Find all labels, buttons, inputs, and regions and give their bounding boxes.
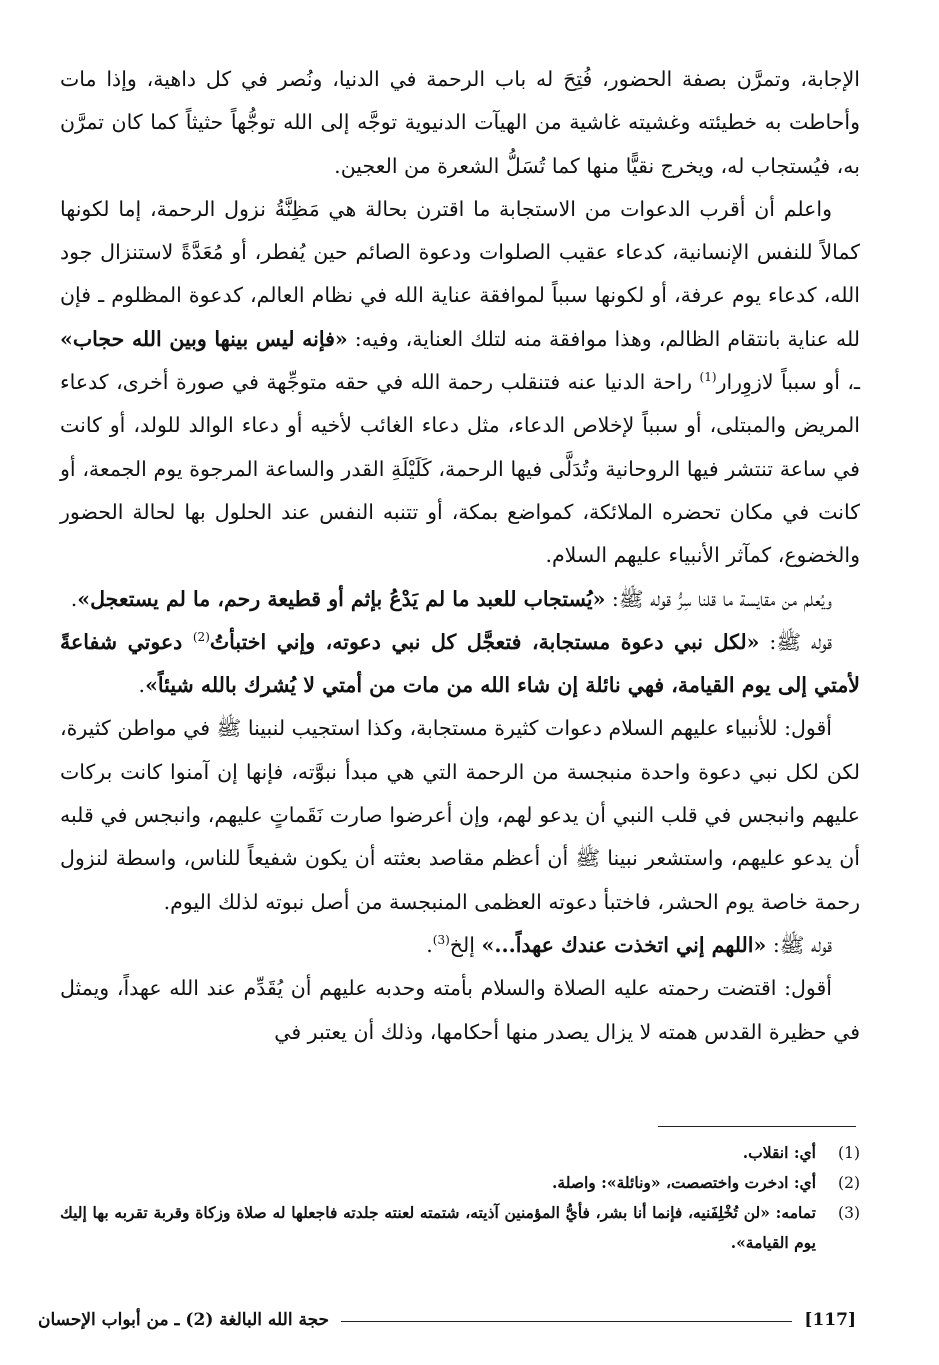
paragraph-3: ويُعلم من مقايسة ما قلنا سِرُّ قوله ﷺ: «يُستجاب للعبد ما لم يَدْعُ بإثم أو قطيعة رحم، ما لم يستعجل».	[70, 586, 832, 611]
footnote-number: (3)	[838, 1204, 860, 1222]
footnote-3	[60, 1198, 860, 1258]
hadith-quote: «اللهم إني اتخذت عندك عهداً...»	[481, 932, 767, 957]
hadith-quote: «فإنه ليس بينها وبين الله حجاب»	[60, 326, 348, 351]
footnote-number: (1)	[838, 1144, 860, 1162]
main-text	[60, 58, 860, 1054]
footnote-ref-2: (2)	[192, 630, 210, 645]
paragraph-2: واعلم أن أقرب الدعوات من الاستجابة ما اقترن بحالة هي مَظِنَّةُ نزول الرحمة، إما لكونها كمالاً للنفس الإنسانية، كدعاء عقيب الصلوات ودعوة الصائم حين يُفطر، أو مُعَدَّةً لاستنزال جود الله، كدعاء يوم عرفة، أو لكونها سبباً لموافقة عناية الله في نظام العالم، كدعوة المظلوم ـ فإن لله عناية بانتقام الظالم، وهذا موافقة منه لتلك العناية، وفيه: «فإنه ليس بينها وبين الله حجاب» ـ، أو سبباً لازوِرار$^{(1)}$ راحة الدنيا عنه فتنقلب رحمة الله في حقه متوجِّهة في صورة أخرى، كدعاء المريض والمبتلى، أو سبباً لإخلاص الدعاء، مثل دعاء الغائب لأخيه أو دعاء الوالد للولد، أو كانت في ساعة تنتشر فيها الروحانية وتُدَلَّى فيها الرحمة، كَلَيْلَةِ القدر والساعة المرجوة يوم الجمعة، أو كانت في مكان تحضره الملائكة، كمواضع بمكة، أو تتنبه النفس عند الحلول بها لحالة الحضور والخضوع، كمآثر الأنبياء عليهم السلام.	[60, 196, 860, 568]
footnote-text: تمامه: «لن تُخْلِفَنيه، فإنما أنا بشر، فأيُّ المؤمنين آذيته، شتمته لعنته جلدته فاجعلها له صلاة وزكاة وقربة تقربه بها إليك يوم القيامة».	[60, 1203, 816, 1252]
paragraph-6: قوله ﷺ: «اللهم إني اتخذت عندك عهداً...» إلخ$^{(3)}$.	[426, 932, 832, 957]
footnote-2	[60, 1168, 860, 1198]
paragraph-4: قوله ﷺ: «لكل نبي دعوة مستجابة، فتعجَّل كل نبي دعوته، وإني اختبأتُ$^{(2)}$ دعوتي شفاعةً لأمتي إلى يوم القيامة، فهي نائلة إن شاء الله من مات من أمتي لا يُشرك بالله شيئاً».	[60, 629, 860, 698]
footnote-ref-1: (1)	[699, 370, 717, 385]
paragraph-1: الإجابة، وتمرَّن بصفة الحضور، فُتِحَ له باب الرحمة في الدنيا، ونُصر في كل داهية، وإذا مات وأحاطت به خطيئته وغشيته غاشية من الهيآت الدنيوية توجَّه إلى الله توجُّهاً حثيثاً كما كان تمرَّن به، فيُستجاب له، ويخرج نقيًّا منها كما تُسَلُّ الشعرة من العجين.	[60, 67, 860, 178]
running-title: حجة الله البالغة (2) ـ من أبواب الإحسان	[38, 1310, 330, 1330]
page-number: [117]	[804, 1310, 856, 1330]
footnote-number: (2)	[838, 1174, 860, 1192]
footer-rule	[341, 1321, 792, 1322]
page-footer	[38, 1306, 856, 1334]
footnote-ref-3: (3)	[432, 933, 450, 948]
paragraph-7: أقول: اقتضت رحمته عليه الصلاة والسلام بأمته وحدبه عليهم أن يُقَدِّم عند الله عهداً، ويمثل في حظيرة القدس همته لا يزال يصدر منها أحكامها، وذلك أن يعتبر في	[60, 976, 860, 1044]
hadith-quote: «لكل نبي دعوة مستجابة، فتعجَّل كل نبي دعوته، وإني اختبأتُ	[209, 629, 760, 654]
footnote-text: أي: انقلاب.	[742, 1143, 816, 1162]
footnotes	[60, 1138, 860, 1258]
hadith-quote-continued: دعوتي شفاعةً لأمتي إلى يوم القيامة، فهي نائلة إن شاء الله من مات من أمتي لا يُشرك بالله شيئاً»	[60, 629, 860, 698]
footnote-1	[60, 1138, 860, 1168]
paragraph-5: أقول: للأنبياء عليهم السلام دعوات كثيرة مستجابة، وكذا استجيب لنبينا ﷺ في مواطن كثيرة، لكن لكل نبي دعوة واحدة منبجسة من الرحمة التي هي مبدأ نبوَّته، فإنها إن آمنوا كانت بركات عليهم وانبجس في قلب النبي أن يدعو لهم، وإن أعرضوا صارت نَقَماتٍ عليهم، وانبجس في قلبه أن يدعو عليهم، واستشعر نبينا ﷺ أن أعظم مقاصد بعثته أن يكون شفيعاً للناس، واسطة لنزول رحمة خاصة يوم الحشر، فاختبأ دعوته العظمى المنبجسة من أصل نبوته لذلك اليوم.	[60, 716, 860, 914]
hadith-quote: «يُستجاب للعبد ما لم يَدْعُ بإثم أو قطيعة رحم، ما لم يستعجل»	[77, 586, 606, 611]
footnote-text: أي: ادخرت واختصصت، «ونائلة»: واصلة.	[552, 1173, 816, 1192]
footnote-divider	[658, 1126, 856, 1127]
